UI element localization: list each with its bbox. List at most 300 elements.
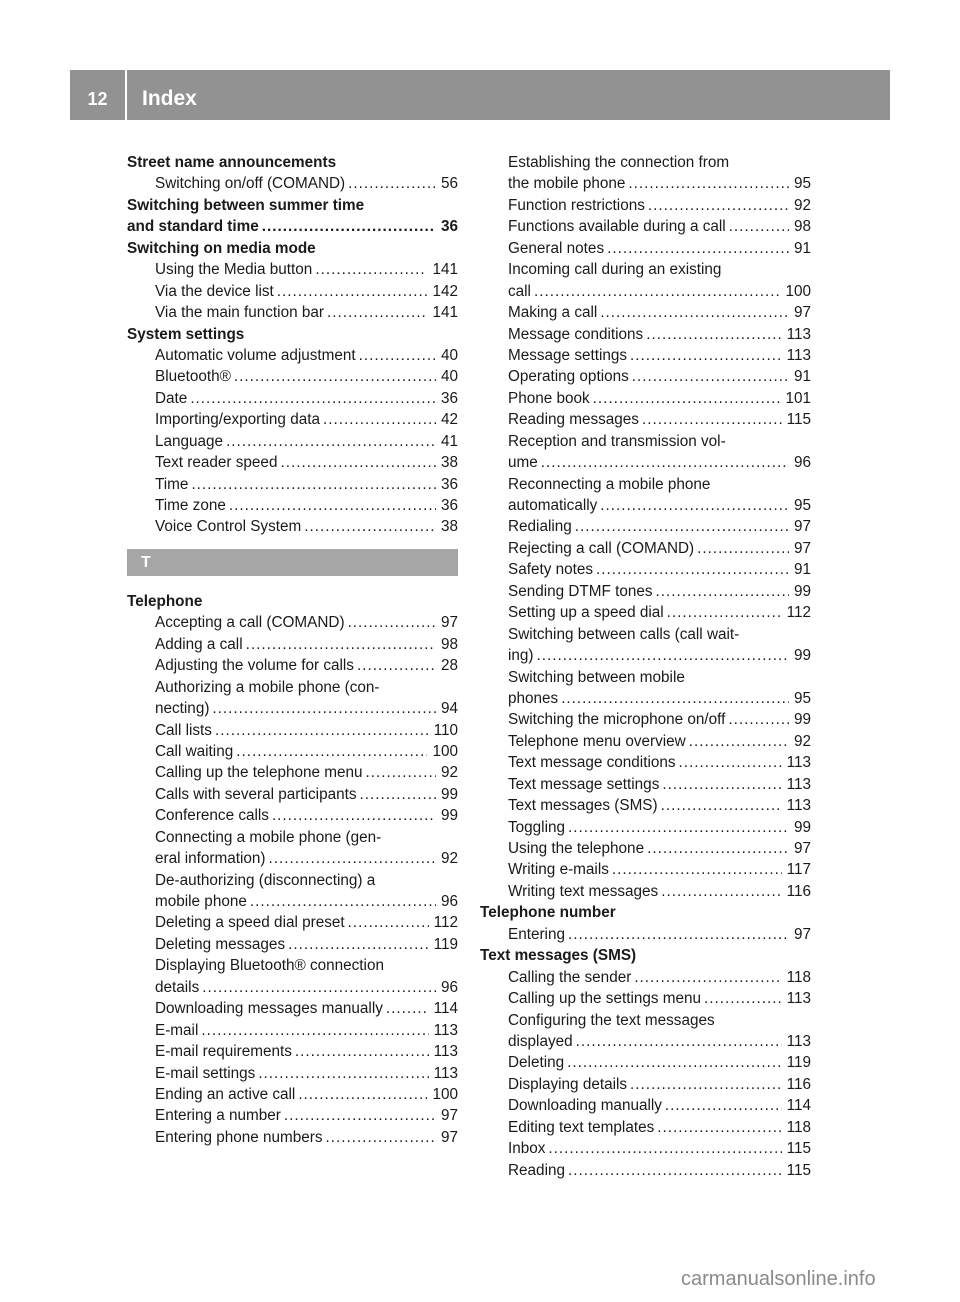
index-entry: [127, 784, 458, 805]
entry-text: Reading messages: [508, 411, 639, 429]
index-entry: [480, 859, 811, 880]
index-entry: [127, 366, 458, 387]
page-reference: 97: [793, 925, 811, 943]
entry-text: Incoming call during an existing: [508, 261, 722, 279]
page-reference: 119: [433, 935, 458, 953]
entry-text: Message conditions: [508, 325, 644, 343]
entry-text: Calling the sender: [508, 968, 632, 986]
index-entry: [127, 1084, 458, 1105]
dot-leader: [348, 912, 429, 933]
page-reference: 113: [786, 325, 811, 343]
dot-leader: [348, 173, 436, 194]
index-entry: [480, 495, 811, 516]
page-reference: 113: [433, 1021, 458, 1039]
index-entry: [480, 281, 811, 302]
entry-text: automatically: [508, 497, 598, 514]
entry-text: Language: [155, 432, 224, 450]
page-reference: 92: [440, 764, 458, 782]
entry-text: mobile phone: [155, 893, 247, 910]
dot-leader: [327, 302, 428, 323]
dot-leader: [304, 516, 436, 537]
page-header: [70, 70, 890, 120]
page-reference: 94: [440, 700, 458, 718]
entry-text: System settings: [127, 325, 245, 343]
index-entry: [127, 955, 458, 976]
entry-text: Phone book: [508, 389, 590, 407]
entry-text: Importing/exporting data: [155, 411, 320, 429]
page-reference: 117: [786, 861, 811, 879]
dot-leader: [348, 612, 436, 633]
index-entry: [480, 731, 811, 752]
dot-leader: [600, 495, 789, 516]
page-reference: 91: [793, 561, 811, 579]
dot-leader: [661, 795, 782, 816]
index-entry: [127, 302, 458, 323]
index-entry: [480, 752, 811, 773]
page-reference: 95: [793, 497, 811, 514]
page-reference: 36: [440, 497, 458, 514]
dot-leader: [679, 752, 782, 773]
index-entry: [480, 988, 811, 1009]
page-reference: 113: [786, 990, 811, 1008]
index-entry: [480, 709, 811, 730]
entry-text: Sending DTMF tones: [508, 582, 653, 600]
page-reference: 98: [793, 218, 811, 236]
entry-text: General notes: [508, 239, 605, 257]
index-entry: [127, 934, 458, 955]
entry-text: Functions available during a call: [508, 218, 726, 236]
index-entry: [127, 345, 458, 366]
entry-text: Text messages (SMS): [480, 947, 637, 965]
page-reference: 97: [440, 614, 458, 632]
entry-text: details: [155, 978, 200, 996]
dot-leader: [202, 977, 436, 998]
index-heading: [127, 152, 458, 173]
page-reference: 99: [793, 582, 811, 600]
entry-text: Text message settings: [508, 775, 660, 793]
entry-text: Bluetooth®: [155, 368, 231, 386]
index-entry: [127, 805, 458, 826]
dot-leader: [593, 388, 781, 409]
dot-leader: [600, 302, 789, 323]
index-entry: [480, 559, 811, 580]
entry-text: ing): [508, 647, 534, 665]
entry-text: Safety notes: [508, 561, 594, 579]
entry-text: Calling up the telephone menu: [155, 764, 363, 782]
index-entry: [480, 1095, 811, 1116]
entry-text: Automatic volume adjustment: [155, 346, 356, 364]
page-reference: 98: [440, 635, 458, 653]
dot-leader: [568, 817, 789, 838]
page-reference: 113: [786, 1032, 811, 1050]
index-entry: [480, 474, 811, 495]
index-entry: [480, 924, 811, 945]
entry-text: Calling up the settings menu: [508, 990, 702, 1008]
page-reference: 100: [785, 282, 811, 300]
page-reference: 119: [786, 1054, 811, 1072]
entry-text: E-mail: [155, 1021, 199, 1039]
entry-text: Entering a number: [155, 1107, 281, 1125]
entry-text: Via the main function bar: [155, 304, 324, 322]
entry-text: Calls with several participants: [155, 785, 357, 803]
entry-text: Ending an active call: [155, 1085, 296, 1103]
page-reference: 116: [786, 882, 811, 900]
entry-text: and standard time: [127, 218, 259, 236]
index-entry: [480, 324, 811, 345]
page-reference: 56: [440, 175, 458, 193]
index-entry: [127, 698, 458, 719]
index-entry: [127, 516, 458, 537]
index-entry: [127, 495, 458, 516]
index-entry: [127, 870, 458, 891]
dot-leader: [226, 431, 436, 452]
page-number: 12: [87, 89, 108, 109]
index-entry: [127, 173, 458, 194]
index-entry: [480, 538, 811, 559]
entry-text: necting): [155, 700, 210, 718]
index-list-t: [127, 591, 458, 1148]
index-entry: [480, 581, 811, 602]
index-entry: [127, 388, 458, 409]
index-list-t-continued: [480, 152, 811, 1181]
page-reference: 112: [786, 604, 811, 622]
dot-leader: [201, 1020, 428, 1041]
index-entry: [480, 195, 811, 216]
page-reference: 141: [432, 304, 458, 322]
entry-text: Telephone: [127, 592, 203, 610]
entry-text: Deleting messages: [155, 935, 286, 953]
index-entry: [480, 238, 811, 259]
index-heading: [127, 195, 458, 216]
entry-text: Adjusting the volume for calls: [155, 657, 354, 675]
index-entry: [127, 720, 458, 741]
entry-text: Rejecting a call (COMAND): [508, 539, 695, 557]
entry-text: Toggling: [508, 818, 565, 836]
index-entry: [127, 848, 458, 869]
page-reference: 28: [440, 657, 458, 675]
index-entry: [480, 431, 811, 452]
index-entry: [480, 688, 811, 709]
index-entry: [480, 967, 811, 988]
entry-text: Call lists: [155, 721, 212, 739]
index-entry: [480, 1031, 811, 1052]
index-entry: [480, 409, 811, 430]
page-reference: 113: [786, 775, 811, 793]
entry-text: Displaying Bluetooth® connection: [155, 957, 384, 975]
page-reference: 113: [433, 1043, 458, 1061]
entry-text: Writing text messages: [508, 882, 659, 900]
entry-text: Adding a call: [155, 635, 243, 653]
dot-leader: [534, 281, 781, 302]
dot-leader: [642, 409, 782, 430]
index-entry: [127, 677, 458, 698]
page-reference: 114: [433, 1000, 458, 1018]
dot-leader: [634, 967, 781, 988]
dot-leader: [704, 988, 782, 1009]
dot-leader: [541, 452, 789, 473]
index-entry: [480, 667, 811, 688]
dot-leader: [190, 388, 436, 409]
index-entry: [127, 452, 458, 473]
index-entry: [480, 1138, 811, 1159]
page-reference: 99: [793, 647, 811, 665]
entry-text: Connecting a mobile phone (gen-: [155, 828, 382, 846]
index-entry: [127, 827, 458, 848]
entry-text: Voice Control System: [155, 518, 302, 536]
page-reference: 113: [786, 754, 811, 772]
index-entry: [480, 602, 811, 623]
page-reference: 40: [440, 368, 458, 386]
page-reference: 99: [440, 807, 458, 825]
entry-text: E-mail requirements: [155, 1043, 292, 1061]
page-reference: 118: [786, 968, 811, 986]
page-reference: 97: [793, 539, 811, 557]
dot-leader: [728, 709, 789, 730]
page-reference: 101: [785, 389, 811, 407]
entry-text: ume: [508, 454, 538, 472]
entry-text: Downloading messages manually: [155, 1000, 383, 1018]
dot-leader: [657, 1117, 781, 1138]
index-entry: [127, 612, 458, 633]
entry-text: Making a call: [508, 304, 598, 322]
entry-text: eral information): [155, 850, 266, 868]
entry-text: Setting up a speed dial: [508, 604, 664, 622]
page-reference: 36: [440, 475, 458, 493]
entry-text: phones: [508, 689, 559, 707]
page-reference: 36: [440, 218, 458, 236]
dot-leader: [295, 1041, 429, 1062]
page-reference: 96: [440, 978, 458, 996]
dot-leader: [612, 859, 782, 880]
index-heading: [127, 238, 458, 259]
dot-leader: [647, 838, 789, 859]
index-entry: [480, 366, 811, 387]
dot-leader: [575, 516, 789, 537]
entry-text: Telephone number: [480, 904, 616, 922]
entry-text: Call waiting: [155, 742, 234, 760]
page-reference: 96: [793, 454, 811, 472]
dot-leader: [236, 741, 427, 762]
entry-text: Time zone: [155, 497, 226, 514]
dot-leader: [548, 1138, 781, 1159]
index-entry: [127, 977, 458, 998]
index-entry: [127, 655, 458, 676]
index-heading: [127, 216, 458, 237]
entry-text: Switching between calls (call wait-: [508, 625, 740, 643]
page-reference: 114: [786, 1097, 811, 1115]
entry-text: Time: [155, 475, 189, 493]
dot-leader: [630, 345, 782, 366]
page-reference: 40: [440, 346, 458, 364]
entry-text: Writing e-mails: [508, 861, 609, 879]
dot-leader: [568, 924, 789, 945]
page-reference: 91: [793, 239, 811, 257]
page-reference: 110: [433, 721, 458, 739]
entry-text: De-authorizing (disconnecting) a: [155, 871, 376, 889]
index-entry: [480, 152, 811, 173]
entry-text: Switching on media mode: [127, 239, 316, 257]
entry-text: Switching between mobile: [508, 668, 685, 686]
entry-text: call: [508, 282, 531, 300]
index-heading: [127, 591, 458, 612]
page-reference: 42: [440, 411, 458, 429]
index-entry: [127, 281, 458, 302]
entry-text: Conference calls: [155, 807, 269, 825]
page-title: Index: [142, 87, 197, 110]
index-entry: [480, 1074, 811, 1095]
dot-leader: [632, 366, 789, 387]
index-entry: [127, 259, 458, 280]
dot-leader: [215, 720, 429, 741]
dot-leader: [212, 698, 436, 719]
entry-text: Entering: [508, 925, 565, 943]
index-entry: [127, 1041, 458, 1062]
index-entry: [480, 516, 811, 537]
dot-leader: [298, 1084, 427, 1105]
index-entry: [480, 216, 811, 237]
entry-text: Switching the microphone on/off: [508, 711, 726, 729]
entry-text: Reception and transmission vol-: [508, 432, 726, 450]
page-reference: 41: [440, 432, 458, 450]
dot-leader: [357, 655, 436, 676]
dot-leader: [596, 559, 789, 580]
dot-leader: [386, 998, 429, 1019]
index-heading: [127, 324, 458, 345]
index-entry: [480, 388, 811, 409]
entry-text: Configuring the text messages: [508, 1011, 715, 1029]
dot-leader: [250, 891, 436, 912]
index-entry: [480, 817, 811, 838]
page-reference: 100: [432, 1085, 458, 1103]
dot-leader: [258, 1063, 428, 1084]
dot-leader: [568, 1160, 782, 1181]
index-entry: [127, 891, 458, 912]
dot-leader: [661, 881, 781, 902]
header-divider: [125, 70, 127, 120]
page-reference: 115: [786, 411, 811, 429]
dot-leader: [246, 634, 436, 655]
entry-text: displayed: [508, 1032, 573, 1050]
dot-leader: [326, 1127, 436, 1148]
index-entry: [480, 302, 811, 323]
index-entry: [480, 645, 811, 666]
entry-text: the mobile phone: [508, 175, 626, 193]
page-reference: 100: [432, 742, 458, 760]
dot-leader: [697, 538, 789, 559]
page-reference: 97: [793, 518, 811, 536]
index-entry: [127, 762, 458, 783]
index-entry: [127, 1020, 458, 1041]
page-reference: 99: [793, 818, 811, 836]
dot-leader: [366, 762, 436, 783]
entry-text: Switching on/off (COMAND): [155, 175, 346, 193]
page-reference: 118: [786, 1118, 811, 1136]
index-entry: [480, 838, 811, 859]
entry-text: Telephone menu overview: [508, 732, 686, 750]
entry-text: Reading: [508, 1161, 565, 1179]
index-entry: [127, 912, 458, 933]
dot-leader: [359, 345, 436, 366]
index-entry: [127, 634, 458, 655]
dot-leader: [561, 688, 789, 709]
dot-leader: [269, 848, 436, 869]
entry-text: Reconnecting a mobile phone: [508, 475, 711, 493]
left-column: [127, 152, 458, 1148]
index-entry: [480, 881, 811, 902]
index-entry: [480, 452, 811, 473]
entry-text: Message settings: [508, 346, 628, 364]
dot-leader: [284, 1105, 436, 1126]
index-entry: [480, 173, 811, 194]
index-entry: [480, 1010, 811, 1031]
watermark: carmanualsonline.info: [681, 1268, 876, 1290]
section-heading-t: T: [127, 549, 458, 576]
page-reference: 92: [793, 196, 811, 214]
dot-leader: [689, 731, 789, 752]
entry-text: Date: [155, 389, 188, 407]
dot-leader: [360, 784, 436, 805]
entry-text: Displaying details: [508, 1075, 628, 1093]
page-reference: 38: [440, 518, 458, 536]
page-reference: 142: [432, 282, 458, 300]
index-entry: [480, 1117, 811, 1138]
page-reference: 99: [793, 711, 811, 729]
entry-text: Accepting a call (COMAND): [155, 614, 345, 632]
page-reference: 91: [793, 368, 811, 386]
index-entry: [127, 1105, 458, 1126]
entry-text: Text reader speed: [155, 454, 278, 472]
page-reference: 97: [440, 1107, 458, 1125]
page-reference: 141: [432, 261, 458, 279]
entry-text: Street name announcements: [127, 154, 337, 171]
entry-text: E-mail settings: [155, 1064, 256, 1082]
index-list-s: [127, 152, 458, 538]
dot-leader: [628, 173, 789, 194]
dot-leader: [576, 1031, 782, 1052]
page-reference: 96: [440, 893, 458, 910]
dot-leader: [662, 774, 781, 795]
page-reference: 97: [440, 1128, 458, 1146]
page-reference: 113: [786, 346, 811, 364]
dot-leader: [191, 474, 436, 495]
page-reference: 113: [786, 797, 811, 815]
dot-leader: [537, 645, 789, 666]
entry-text: Downloading manually: [508, 1097, 662, 1115]
entry-text: Establishing the connection from: [508, 154, 730, 171]
dot-leader: [262, 216, 436, 237]
dot-leader: [567, 1052, 781, 1073]
dot-leader: [229, 495, 436, 516]
page-reference: 92: [440, 850, 458, 868]
page-reference: 112: [433, 914, 458, 932]
entry-text: Entering phone numbers: [155, 1128, 323, 1146]
index-heading: [480, 902, 811, 923]
entry-text: Text message conditions: [508, 754, 676, 772]
dot-leader: [630, 1074, 782, 1095]
dot-leader: [648, 195, 789, 216]
index-entry: [480, 1052, 811, 1073]
right-column: [480, 152, 811, 1181]
entry-text: Inbox: [508, 1140, 546, 1158]
page-reference: 38: [440, 454, 458, 472]
index-entry: [480, 259, 811, 280]
index-entry: [480, 624, 811, 645]
index-entry: [127, 431, 458, 452]
dot-leader: [234, 366, 436, 387]
dot-leader: [646, 324, 781, 345]
index-entry: [480, 345, 811, 366]
entry-text: Text messages (SMS): [508, 797, 658, 815]
